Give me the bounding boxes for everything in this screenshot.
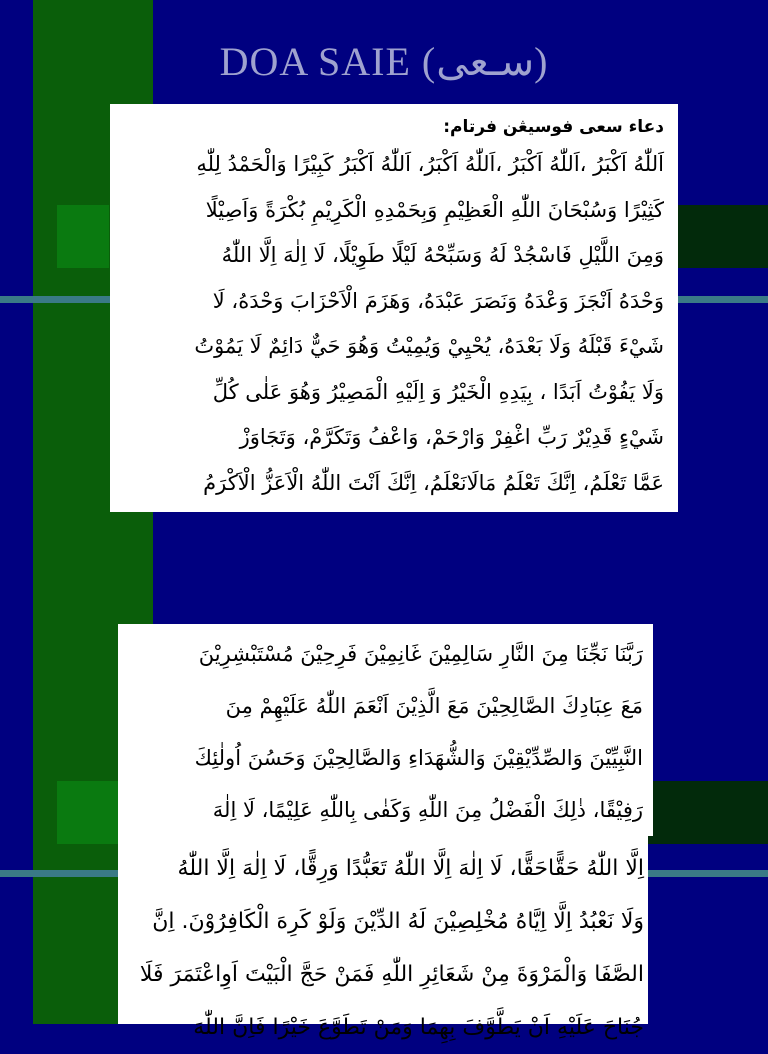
prayer-line: رَبَّنَا نَجِّنَا مِنَ النَّارِ سَالِمِيْنَ غَانِمِيْنَ فَرِحِيْنَ مُسْتَبْشِرِيْنَ xyxy=(198,642,643,666)
prayer-line: كَثِيْرًا وَسُبْحَانَ اللّٰهِ الْعَظِيْمِ وَبِحَمْدِهِ الْكَرِيْمِ بُكْرَةً وَاَصِيْلًا xyxy=(205,197,664,222)
prayer-line: رَفِيْقًا، ذٰلِكَ الْفَضْلُ مِنَ اللّٰهِ وَكَفٰى بِاللّٰهِ عَلِيْمًا، لَا اِلٰهَ xyxy=(212,798,643,822)
prayer-line: مَعَ عِبَادِكَ الصَّالِحِيْنَ مَعَ الَّذِيْنَ اَنْعَمَ اللّٰهُ عَلَيْهِمْ مِنَ xyxy=(225,694,643,718)
prayer-line: جُنَاحَ عَلَيْهِ اَنْ يَطَّوَّفَ بِهِمَا وَمَنْ تَطَوَّعَ خَيْرًا فَاِنَّ اللّٰهَ xyxy=(193,1015,644,1040)
prayer-line: وَمِنَ اللَّيْلِ فَاسْجُدْ لَهُ وَسَبِّحْهُ لَيْلًا طَوِيْلًا، لَا اِلٰهَ اِلَّا اللّٰهُ xyxy=(221,243,664,267)
prayer-line: وَحْدَهُ اَنْجَزَ وَعْدَهُ وَنَصَرَ عَبْدَهُ، وَهَزَمَ الْاَحْزَابَ وَحْدَهُ، لَا xyxy=(212,288,664,313)
prayer-line: الصَّفَا وَالْمَرْوَةَ مِنْ شَعَائِرِ اللّٰهِ فَمَنْ حَجَّ الْبَيْتَ اَوِاعْتَمَرَ فَلَا xyxy=(139,962,644,987)
prayer-line: شَيْءَ قَبْلَهُ وَلَا بَعْدَهُ، يُحْيِيْ وَيُمِيْتُ وَهُوَ حَيٌّ دَائِمٌ لَا يَمُوْتُ xyxy=(194,334,664,358)
prayer-text-panel-bottom xyxy=(118,832,648,1040)
slide-title: DOA SAIE (سـعى) xyxy=(219,39,549,84)
prayer-line: شَيْءٍ قَدِيْرٌ رَبِّ اغْفِرْ وَارْحَمْ، وَاعْفُ وَتَكَرَّمْ، وَتَجَاوَزْ xyxy=(239,425,664,449)
prayer-text-panel xyxy=(110,104,678,518)
prayer-line: اَللّٰهُ اَكْبَرُ ،اَللّٰهُ اَكْبَرُ ،اَللّٰهُ اَكْبَرُ، اَللّٰهُ اَكْبَرُ كَبِيْرًا وَالْحَمْدُ لِلّٰهِ xyxy=(196,152,664,176)
slide-1 xyxy=(0,0,768,512)
prayer-line: وَلَا نَعْبُدُ اِلَّا اِيَّاهُ مُخْلِصِيْنَ لَهُ الدِّيْنَ وَلَوْ كَرِهَ الْكَافِرُوْنَ. اِنَّ xyxy=(152,909,644,934)
prayer-line: عَمَّا تَعْلَمُ، اِنَّكَ تَعْلَمُ مَالَانَعْلَمُ، اِنَّكَ اَنْتَ اللّٰهُ الْاَعَزُّ الْاَكْرَمُ xyxy=(203,470,664,495)
prayer-text-panel-top xyxy=(118,624,653,836)
green-block xyxy=(57,781,123,844)
prayer-line: وَلَا يَفُوْتُ اَبَدًا ، بِيَدِهِ الْخَيْرُ وَ اِلَيْهِ الْمَصِيْرُ وَهُوَ عَلٰى كُلِّ xyxy=(212,379,664,404)
green-block xyxy=(57,205,109,268)
prayer-line: اِلَّا اللّٰهُ حَقًّاحَقًّا، لَا اِلٰهَ اِلَّا اللّٰهُ تَعَبُّدًا وَرِقًّا، لَا اِلٰهَ اِلَّا اللّٰهُ xyxy=(177,856,644,881)
slide-2 xyxy=(0,512,768,1040)
prayer-line: النَّبِيِّيْنَ وَالصِّدِّيْقِيْنَ وَالشُّهَدَاءِ وَالصَّالِحِيْنَ وَحَسُنَ اُولٰئِكَ xyxy=(194,746,643,770)
prayer-heading: دعاء سعى فوسيڠن فرتام: xyxy=(443,117,664,137)
